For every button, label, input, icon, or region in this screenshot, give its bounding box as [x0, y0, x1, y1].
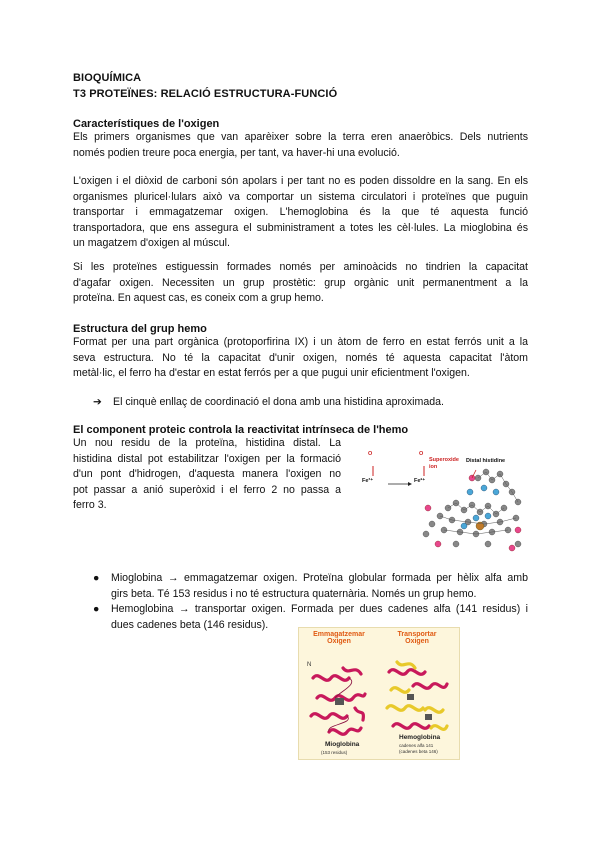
bullet-icon: ●	[93, 572, 100, 584]
paragraph-anaerobic	[73, 130, 528, 161]
text-line: Un nou residu de la proteïna, histidina distal. La	[73, 437, 341, 449]
text-line: Mioglobina → emmagatzemar oxigen. Proteïna globular formada per hèlix alfa amb	[111, 572, 528, 584]
heme-diagram-icon	[368, 448, 528, 558]
fe2-label: Fe²⁺	[414, 478, 426, 484]
superoxide-label: Superoxide	[429, 457, 459, 463]
arrow-list-item	[93, 396, 444, 408]
text-line: d'agafar oxigen. Necessiten un grup prostètic: grup orgànic unit permanentment a la	[73, 276, 528, 289]
text-line: Format per una part orgànica (protoporfirina IX) i un àtom de ferro en estat ferrós unit a la	[73, 336, 528, 348]
hemoglobin-label: Hemoglobina	[399, 734, 441, 741]
myoglobin-hemoglobin-figure	[298, 627, 460, 760]
paragraph-prosthetic-group	[73, 260, 528, 307]
text-line: organismes pluricel·lulars això va comportar un sistema circulatori i proteïnes que puguin	[73, 190, 528, 203]
fe3-label: Fe³⁺	[362, 478, 374, 484]
document-topic: T3 PROTEÏNES: RELACIÓ ESTRUCTURA-FUNCIÓ	[73, 88, 338, 100]
list-item-text	[111, 571, 528, 602]
paragraph-distal-histidine	[73, 436, 341, 514]
transport-label-line: Oxigen	[405, 638, 429, 645]
oxygen-label: O	[368, 451, 373, 457]
transport-label-line: Transportar	[397, 631, 437, 638]
ion-label: ion	[429, 464, 438, 470]
text-line: metàl·lic, el ferro ha d'estar en estat ferrós per a que pugui unir eficientment l'oxigen.	[73, 367, 470, 380]
text-line: Els primers organismes que van aparèixer sobre la terra eren anaeròbics. Dels nutrients	[73, 131, 528, 143]
document-subject: BIOQUÍMICA	[73, 72, 142, 84]
section-heading-oxygen: Característiques de l'oxigen	[73, 118, 220, 130]
text-line: proteïna. En aquest cas, es coneix com a grup hemo.	[73, 292, 324, 305]
section-heading-heme: Estructura del grup hemo	[73, 323, 207, 335]
distal-histidine-label: Distal histidine	[466, 458, 506, 464]
hemoglobin-beta-residues: (cadenes beta 146)	[399, 749, 438, 754]
terminus-label: N	[307, 662, 312, 668]
oxygen-label: O	[419, 451, 424, 457]
arrow-icon: ➔	[93, 396, 102, 408]
text-line: girs beta. Té 153 residus i no té estructura quaternària. Només un grup hemo.	[111, 587, 477, 600]
list-item	[93, 571, 528, 602]
text-line: Hemoglobina → transportar oxigen. Formada per dues cadenes alfa (141 residus) i	[111, 603, 528, 615]
paragraph-apolar	[73, 174, 528, 252]
myoglobin-label: Mioglobina	[325, 741, 360, 748]
arrow-item-text: El cinquè enllaç de coordinació el dona amb una histidina aproximada.	[113, 396, 444, 408]
text-line: d'un pont d'hidrogen, d'aquesta manera l'oxigen no	[73, 468, 341, 481]
store-label-line: Oxigen	[327, 638, 351, 645]
heme-distal-histidine-figure	[362, 448, 528, 558]
text-line: seva estructura. No té la capacitat d'unir oxigen, només té aquesta capacitat l'àtom	[73, 351, 528, 364]
hemoglobin-alpha-residues: cadenes alfa 141	[399, 743, 434, 748]
text-line: transportar i emmagatzemar oxigen. L'hemoglobina és la que té aquesta funció	[73, 206, 528, 219]
text-line: només podien treure poca energia, per tant, va haver-hi una evolució.	[73, 146, 400, 159]
text-line: dues cadenes beta (146 residus).	[111, 618, 269, 631]
paragraph-heme-structure	[73, 335, 528, 382]
text-line: ferro 3.	[73, 499, 107, 512]
myoglobin-residues: (153 residus)	[321, 750, 348, 755]
text-line: pot passar a anió superòxid i el ferro 2 no passa a	[73, 483, 341, 496]
bullet-icon: ●	[93, 603, 100, 615]
text-line: transportadora, que ens assegura el subministrament a totes les cèl·lules. La mioglobina és	[73, 221, 528, 234]
store-label-line: Emmagatzemar	[313, 631, 365, 638]
section-heading-protein-component: El component proteic controla la reactivitat intrínseca de l'hemo	[73, 424, 409, 436]
text-line: L'oxigen i el diòxid de carboni són apolars i per tant no es poden dissoldre en la sang. En els	[73, 175, 528, 187]
text-line: histidina distal pot estabilitzar l'oxigen per la formació	[73, 452, 341, 465]
text-line: Si les proteïnes estiguessin formades només per aminoàcids no tindrien la capacitat	[73, 261, 528, 273]
text-line: un magatzem d'oxigen al múscul.	[73, 237, 230, 250]
